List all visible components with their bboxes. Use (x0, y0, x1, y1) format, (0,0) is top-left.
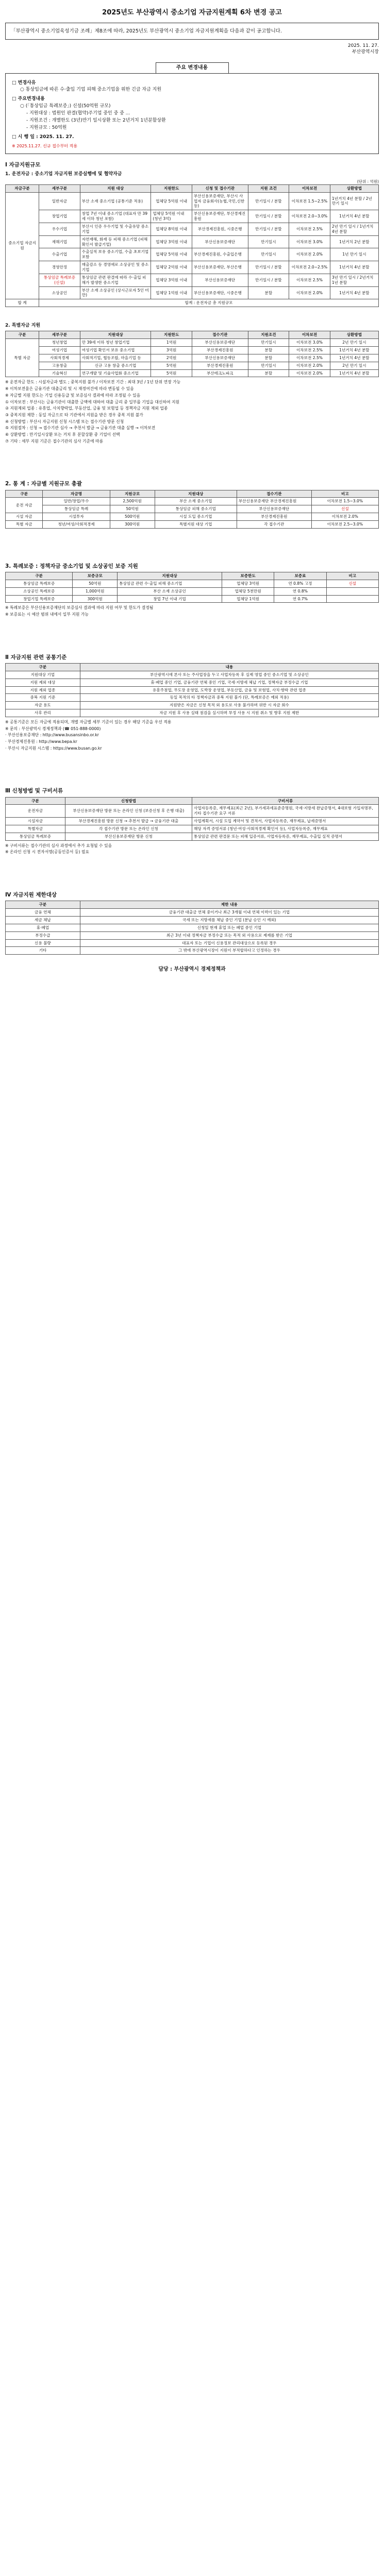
sum-label: 합 계 (6, 299, 39, 307)
table-cell: 부산경제진흥원 방문 신청 → 추천서 발급 → 금융기관 대출 (65, 818, 192, 825)
table-cell: 부산신용보증재단, 시중은행 (192, 286, 248, 299)
table-group-cell: 중소기업 자금지원 (6, 192, 39, 299)
table-row (6, 702, 379, 709)
common-criteria-table (5, 663, 379, 717)
table-cell: 사회적경제 (39, 354, 80, 362)
table-cell: 만기일시 (248, 339, 289, 347)
table-row (6, 286, 379, 299)
table-cell: 청년/여성/사회적경제 (43, 520, 110, 528)
table-cell: 1년거치 4년 분할 (330, 347, 378, 354)
table-cell: 경영안정 (39, 261, 80, 274)
table-header-cell: 자금명 (43, 490, 110, 498)
table-header-cell: 신청방법 (65, 797, 192, 805)
table-row (6, 679, 379, 686)
note-line: · 부산경제진흥원 : http://www.bepa.kr (5, 739, 77, 744)
table-cell: 업체당 5억원 이내 (151, 192, 192, 210)
table-row (6, 362, 379, 369)
table-cell: 부산광역시에 본사 또는 주사업장을 두고 사업자등록 후 실제 영업 중인 중소기업 및 소상공인 (80, 671, 378, 679)
table-cell: 여성기업 확인서 보유 중소기업 (80, 347, 151, 354)
table-cell: 이차보전 1.5~3.0% (311, 498, 378, 505)
table-cell: 일반자금 (39, 192, 80, 210)
table-header-cell: 상환방법 (330, 331, 378, 339)
table-cell: 수출기업 (39, 248, 80, 261)
table-cell: 부산신용보증재단 (237, 505, 311, 513)
table-cell: 분할 (248, 354, 289, 362)
section-1-notes (5, 379, 379, 444)
table-header-cell: 지원대상 (155, 490, 237, 498)
table-cell: 이차보전 2.0% (311, 513, 378, 521)
table-header-cell: 내용 (80, 663, 378, 671)
table-header-cell: 구비서류 (192, 797, 378, 805)
table-cell: 매출감소 등 경영애로 소상공인 및 중소기업 (80, 261, 151, 274)
intro-paragraph: 「부산광역시 중소기업육성기금 조례」제8조에 따라, 2025년도 부산광역시 중소기업 자금지원계획을 다음과 같이 공고합니다. (5, 23, 379, 40)
table-cell: 만기일시 (248, 248, 289, 261)
table-header-cell: 보증규모 (73, 572, 118, 580)
table-cell: 신청일 현재 휴업 또는 폐업 중인 기업 (80, 924, 378, 931)
table-cell: 통상임금 관련 판결에 따라 수·출입 피해가 발생한 중소기업 (80, 274, 151, 286)
table-row (6, 818, 379, 825)
table-cell: 2년 만기 일시 (330, 362, 378, 369)
table-cell: 부산 소재 중소기업 (공통기준 적용) (80, 192, 151, 210)
table-cell: 500억원 (110, 513, 155, 521)
table-cell: 1년거치 4년 분할 / 2년 만기 일시 (330, 192, 378, 210)
table-header-cell: 자금구분 (6, 184, 39, 192)
table-cell: 업체당 1억원 (222, 595, 274, 603)
table-row (6, 917, 379, 924)
table-cell: 이차보전 2.0% (289, 362, 330, 369)
section-4-title: Ⅱ 자금지원 관련 공통기준 (5, 654, 67, 660)
table-cell: 휴·폐업 (6, 924, 80, 931)
table-header-cell: 구분 (6, 797, 65, 805)
table-cell: 부산신용보증재단 방문 또는 온라인 신청 (보증신청 후 은행 대출) (65, 805, 192, 818)
note-line: ② 지원제외 업종 : 유흥업, 사치향락업, 부동산업, 금융 및 보험업 등 정책자금 지원 제외 업종 (5, 406, 168, 411)
table-cell: 만기일시 (248, 235, 289, 248)
table-row (6, 354, 379, 362)
table-cell: 업체당 3억원 (222, 580, 274, 587)
table-cell: 지원받은 자금은 신청 목적 외 용도로 사용 불가하며 위반 시 자금 회수 (80, 702, 378, 709)
application-table (5, 797, 379, 841)
table-cell: 창업 7년 이내 중소기업 (대표자 만 39세 이하 청년 포함) (80, 210, 151, 223)
table-cell: 1억원 (151, 339, 192, 347)
table-cell: 지원대상 기업 (6, 671, 80, 679)
document-page (5, 0, 379, 978)
table-cell: 50억원 (110, 505, 155, 513)
table-cell: 신규 고용 창출 중소기업 (80, 362, 151, 369)
table-header-cell: 지원 조건 (248, 184, 289, 192)
table-cell: 각 접수기관 방문 또는 온라인 신청 (65, 825, 192, 833)
table-header-cell: 보증료 (274, 572, 326, 580)
footer-contact: 담당 : 부산광역시 경제정책과 (158, 967, 226, 973)
table-cell: 이차보전 2.0~2.5% (289, 261, 330, 274)
summary-effective-date: □ 시 행 일 : 2025. 11. 27. (12, 134, 74, 140)
table-cell: 부산경제진흥원 (192, 347, 248, 354)
table-row (6, 931, 379, 939)
table-cell: 1년거치 4년 분할 (330, 261, 378, 274)
table-cell: 부산경제진흥원 (192, 362, 248, 369)
table-row (6, 909, 379, 917)
table-cell: 분할 (248, 369, 289, 377)
summary-changes-heading: □ 주요변경내용 (12, 96, 45, 102)
table-cell: 기타 (6, 947, 80, 955)
table-cell: 고용창출 (39, 362, 80, 369)
table-cell: 통상임금 피해 중소기업 (155, 505, 237, 513)
table-cell: 2,500억원 (110, 498, 155, 505)
table-cell: 여성기업 (39, 347, 80, 354)
table-cell: 300억원 (110, 520, 155, 528)
table-row (6, 248, 379, 261)
table-header-cell: 지원한도 (151, 184, 192, 192)
table-row (6, 223, 379, 236)
table-cell: 5억원 (151, 362, 192, 369)
table-header-cell: 이차보전 (289, 331, 330, 339)
table-cell: 업체당 1억원 이내 (151, 286, 192, 299)
table-cell: 만기일시 / 분할 (248, 210, 289, 223)
section-2-title: 2. 통 계 : 자금별 지원규모 총괄 (5, 481, 82, 487)
table-cell: 재해기업 (39, 235, 80, 248)
table-cell: 지원 제외 업종 (6, 686, 80, 694)
section-6-title: Ⅳ 자금지원 제한대상 (5, 892, 57, 899)
table-cell: 1년거치 4년 분할 (330, 286, 378, 299)
table-header-cell: 접수기관 (237, 490, 311, 498)
table-cell: 대표자 또는 기업이 신용정보 관리대상으로 등록된 경우 (80, 939, 378, 947)
table-cell: 사후 관리 (6, 709, 80, 717)
summary-change-line: - 지원조건 : 개별한도 (3년)만기 일시상환 또는 2년거치 1년분할상환 (26, 118, 166, 124)
table-row (6, 369, 379, 377)
note-line: ※ 온라인 신청 시 전자서명(공동인증서 등) 필요 (5, 850, 90, 855)
table-cell: 수출실적 보유 중소기업, 수출 초보기업 포함 (80, 248, 151, 261)
table-cell: 만기일시 / 분할 (248, 274, 289, 286)
table-cell: 금융 연체 (6, 909, 80, 917)
table-cell: 통상임금 관련 수·출입 피해 중소기업 (118, 580, 222, 587)
table-cell: 1년거치 4년 분할 (330, 210, 378, 223)
table-row (6, 347, 379, 354)
table-row (6, 924, 379, 931)
table-cell: 국세 또는 지방세를 체납 중인 기업 (분납 승인 시 예외) (80, 917, 378, 924)
table-header-cell: 지원대상 (118, 572, 222, 580)
table-cell: 통상임금 특례보증 (6, 833, 65, 840)
table-cell: 부산경제진흥원 (237, 513, 311, 521)
table-cell: 동일 목적의 타 정책자금과 중복 지원 불가 (단, 특례보증은 예외 적용) (80, 694, 378, 702)
table-group-cell: 특별 자금 (6, 520, 43, 528)
table-cell: 1년 만기 일시 (330, 248, 378, 261)
table-cell: 이차보전 2.5~3.0% (311, 520, 378, 528)
table-cell: 2억원 (151, 354, 192, 362)
table-cell (326, 587, 378, 595)
table-cell: 50억원 (73, 580, 118, 587)
table-cell: 연 0.8% (274, 587, 326, 595)
table-row (6, 513, 379, 521)
table-cell: 이차보전 2.0% (289, 369, 330, 377)
table-cell: 이차보전 2.5% (289, 223, 330, 236)
note-line: ④ 신청방법 : 부산시 자금지원 신청 시스템 또는 접수기관 방문 신청 (5, 419, 124, 424)
summary-change-line: - 지원규모 : 50억원 (26, 125, 67, 131)
table-cell: 이차보전 3.0% (289, 339, 330, 347)
table-row (6, 505, 379, 513)
table-row (6, 947, 379, 955)
table-cell: 업체당 8억원 이내 (151, 223, 192, 236)
note-line: ③ 중복지원 제한 : 동일 자금으로 타 기관에서 지원을 받은 경우 중복 지원 불가 (5, 412, 143, 417)
table-cell: 만기일시 / 분할 (248, 192, 289, 210)
table-cell: 3억원 (151, 347, 192, 354)
table-cell: 부산신용보증재단 (192, 339, 248, 347)
table-group-cell: 운전 자금 (6, 498, 43, 513)
table-cell: 1년거치 4년 분할 (330, 354, 378, 362)
table-cell: 이차보전 1.5~2.5% (289, 192, 330, 210)
table-cell: 부산 소재 소상공인 (상시근로자 5인 미만) (80, 286, 151, 299)
table-cell: 만 39세 이하 청년 창업기업 (80, 339, 151, 347)
table-group-cell: 시설 자금 (6, 513, 43, 521)
table-cell: 2년 만기 일시 (330, 339, 378, 347)
table-cell: 부산테크노파크 (192, 369, 248, 377)
note-line: ※ 보증료는 시 예산 범위 내에서 일부 지원 가능 (5, 612, 89, 617)
table-cell: 운전자금 (6, 805, 65, 818)
table-cell: 1년거치 2년 분할 (330, 235, 378, 248)
table-row (6, 587, 379, 595)
table-cell: 만기일시 / 분할 (248, 223, 289, 236)
table-cell: 소상공인 특례보증 (6, 587, 73, 595)
table-row (6, 595, 379, 603)
table-row (6, 805, 379, 818)
table-header-cell: 세부구분 (39, 184, 80, 192)
table-cell: 신설 (326, 580, 378, 587)
table-header-cell: 세부구분 (39, 331, 80, 339)
note-line: ⑥ 상환방법 : 만기일시상환 또는 거치 후 분할상환 중 기업이 선택 (5, 432, 120, 437)
table-header-cell: 지원대상 (80, 331, 151, 339)
table-cell: 이차보전 2.5% (289, 274, 330, 286)
note-line: ⑦ 기타 : 세부 지원 기준은 접수기관의 심사 기준에 따름 (5, 438, 104, 444)
table-cell: 부산경제진흥원, 시중은행 (192, 223, 248, 236)
note-line: ※ 공통기준은 모든 자금에 적용되며, 개별 자금별 세부 기준이 있는 경우 해당 기준을 우선 적용 (5, 719, 172, 724)
table-row (6, 192, 379, 210)
section-5-notes (5, 843, 379, 855)
note-line: ※ 자금별 지원 한도는 기업 신용등급 및 보증심사 결과에 따라 조정될 수 있음 (5, 393, 141, 398)
table-cell: 창업 7년 이내 기업 (118, 595, 222, 603)
note-line: ※ 구비서류는 접수기관의 심사 과정에서 추가 요청될 수 있음 (5, 843, 112, 848)
table-cell: 특별지원 대상 기업 (155, 520, 237, 528)
table-cell: 기술혁신 (39, 369, 80, 377)
table-cell: 300억원 (73, 595, 118, 603)
table-row (6, 686, 379, 694)
table-cell: 사업계획서, 시설 도입 계약서 및 견적서, 사업자등록증, 재무제표, 납세증명서 (192, 818, 378, 825)
special-fund-table (5, 331, 379, 377)
table-cell: 연 0.7% (274, 595, 326, 603)
table-cell: 통상임금 관련 판결문 또는 피해 입증서류, 사업자등록증, 재무제표, 수출입 실적 증명서 (192, 833, 378, 840)
note-line: ※ 문의 : 부산광역시 경제정책과 (☎ 051-888-0000) (5, 726, 101, 731)
table-header-cell: 구분 (6, 490, 43, 498)
table-cell: 이차보전 2.0~3.0% (289, 210, 330, 223)
table-cell: 각 접수기관 (237, 520, 311, 528)
table-cell: 업체당 2억원 이내 (151, 261, 192, 274)
table-header-cell: 비고 (326, 572, 378, 580)
table-header-cell: 구분 (6, 572, 73, 580)
table-cell: 분할 (248, 286, 289, 299)
table-group-cell: 특별 자금 (6, 339, 39, 377)
table-cell: 이차보전 2.5% (289, 347, 330, 354)
section-1b-title: 2. 특별자금 지원 (5, 323, 41, 329)
summary-note: ※ 2025.11.27. 신규 접수부터 적용 (12, 144, 78, 149)
table-cell: 사회적기업, 협동조합, 마을기업 등 (80, 354, 151, 362)
sum-value: 합계 : 운전자금 총 지원규모 (39, 299, 379, 307)
table-header-cell: 구분 (6, 331, 39, 339)
note-line: · 부산신용보증재단 : http://www.busansinbo.or.kr (5, 733, 99, 738)
table-header-cell: 지원규모 (110, 490, 155, 498)
table-cell: 해당 자격 증빙서류 (청년·여성·사회적경제 확인서 등), 사업자등록증, 재무제표 (192, 825, 378, 833)
table-cell: 1,000억원 (73, 587, 118, 595)
summary-change-line: ○ (「통상임금 특례보증」) 신설(50억원 규모) (20, 104, 111, 109)
table-cell: 5억원 (151, 369, 192, 377)
table-row (6, 825, 379, 833)
table-cell: 만기일시 (248, 362, 289, 369)
table-header-cell: 접수기관 (192, 331, 248, 339)
table-cell: 3년 만기 일시 / 2년거치 1년 분할 (330, 274, 378, 286)
restriction-table (5, 901, 379, 955)
table-cell: 신용 불량 (6, 939, 80, 947)
table-row (6, 833, 379, 840)
section-5-title: Ⅲ 신청방법 및 구비서류 (5, 788, 63, 794)
table-cell: 부산신용보증재단 (192, 354, 248, 362)
table-cell: 업체당 3억원 이내 (151, 235, 192, 248)
table-cell: 시설 도입 중소기업 (155, 513, 237, 521)
table-cell: 유흥주점업, 무도장 운영업, 도박장 운영업, 부동산업, 금융 및 보험업, 사치·향락 관련 업종 (80, 686, 378, 694)
table-cell: 시설자금 (6, 818, 65, 825)
table-header-cell: 제한 내용 (80, 901, 378, 909)
table-cell: 분할 (248, 347, 289, 354)
operating-fund-table (5, 184, 379, 307)
table-cell: 업체당 5억원 이내 (151, 248, 192, 261)
table-cell: 부산신용보증재단, 부산경제진흥원 (192, 210, 248, 223)
note-line: ※ 운전자금 한도 : 시설자금과 별도 ; 중복지원 불가 / 이차보전 기간 : 최대 3년 / 1년 단위 연장 가능 (5, 380, 181, 385)
table-cell: 이차보전 3.0% (289, 235, 330, 248)
table-cell: 1년거치 4년 분할 (330, 369, 378, 377)
table-header-cell: 이차보전 (289, 184, 330, 192)
table-cell: 부산시 인증 우수기업 및 수출유망 중소기업 (80, 223, 151, 236)
special-guarantee-table (5, 572, 379, 603)
table-cell: 2년 만기 일시 / 1년거치 4년 분할 (330, 223, 378, 236)
section-3-notes (5, 605, 379, 617)
announcing-organization: 부산광역시장 (352, 49, 379, 55)
note-line: ※ 특례보증은 부산신용보증재단의 보증심사 결과에 따라 지원 여부 및 한도가 결정됨 (5, 605, 154, 611)
table-header-cell: 구분 (6, 663, 80, 671)
table-row (6, 580, 379, 587)
section-1-title: Ⅰ 자금지원규모 (5, 162, 41, 168)
table-cell: 이차보전 2.0% (289, 286, 330, 299)
table-row (6, 671, 379, 679)
table-cell: 부산신용보증재단 방문 신청 (65, 833, 192, 840)
table-header-cell: 보증한도 (222, 572, 274, 580)
table-cell: 업체당 3억원 이내 (151, 274, 192, 286)
table-cell: 소상공인 (39, 286, 80, 299)
table-cell: 금융기관 대출금 연체 중이거나 최근 3개월 이내 연체 이력이 있는 기업 (80, 909, 378, 917)
table-cell: 일반/창업/우수 (43, 498, 110, 505)
table-cell: 통상임금 특례보증 (6, 580, 73, 587)
table-header-cell: 신청 및 접수기관 (192, 184, 248, 192)
note-line: ※ 이차보전율은 금융기관 대출금리 및 시 재정여건에 따라 변동될 수 있음 (5, 386, 134, 392)
section-3-title: 3. 특례보증 : 정책자금 중소기업 및 소상공인 보증 지원 (5, 563, 138, 569)
table-cell: 시설투자 (43, 513, 110, 521)
table-cell: 창업기업 (39, 210, 80, 223)
summary-reason-heading: □ 변경사유 (12, 80, 36, 86)
announcement-date: 2025. 11. 27. (347, 43, 379, 48)
table-cell: 부산신용보증재단, 부산시 사업자 금융회사(농협,국민,신한 등) (192, 192, 248, 210)
table-cell: 창업기업 특례보증 (6, 595, 73, 603)
table-row (6, 274, 379, 286)
table-cell: 자금 용도 (6, 702, 80, 709)
table-cell: 우수기업 (39, 223, 80, 236)
table-cell: 만기일시 / 분할 (248, 261, 289, 274)
table-cell: 특별자금 (6, 825, 65, 833)
table-cell: 세금 체납 (6, 917, 80, 924)
table-cell: 부산 소재 소상공인 (118, 587, 222, 595)
table-row (6, 339, 379, 347)
table-cell: 신설 (311, 505, 378, 513)
table-cell: 부산신용보증재단 (192, 274, 248, 286)
table-cell: 중복 지원 기준 (6, 694, 80, 702)
table-row (6, 498, 379, 505)
table-cell: 이차보전 2.5% (289, 354, 330, 362)
table-header-cell: 상환방법 (330, 184, 378, 192)
table-cell: 부산신용보증재단 (192, 235, 248, 248)
table-header-cell: 지원한도 (151, 331, 192, 339)
note-line: · 부산시 자금지원 시스템 : https://www.busan.go.kr (5, 745, 102, 751)
table-cell: 자연재해, 화재 등 피해 중소기업 (피해확인서 발급기업) (80, 235, 151, 248)
table-cell: 업체당 5천만원 (222, 587, 274, 595)
table-cell: 연 0.8% 고정 (274, 580, 326, 587)
table-cell: 부산 소재 중소기업 (155, 498, 237, 505)
table-row (6, 709, 379, 717)
table-cell: 통상임금 특례 (43, 505, 110, 513)
table-row (6, 939, 379, 947)
table-cell: 부산신용보증재단, 부산은행 (192, 261, 248, 274)
table-header-cell: 비고 (311, 490, 378, 498)
document-title: 2025년도 부산광역시 중소기업 자금지원계획 6차 변경 공고 (102, 9, 282, 16)
summary-change-line: - 지원대상 : 법원인 판결(협약)주기업 중인 중 중 ... (26, 111, 130, 116)
table-cell: 그 밖에 부산광역시장이 지원이 부적합하다고 인정하는 경우 (80, 947, 378, 955)
table-cell: 최근 3년 이내 정책자금 부정수급 또는 목적 외 사용으로 제재를 받은 기업 (80, 931, 378, 939)
table-cell: 연구개발 및 기술사업화 중소기업 (80, 369, 151, 377)
table-cell: 이차보전 2.0% (289, 248, 330, 261)
summary-box (5, 73, 379, 155)
table-cell: 휴·폐업 중인 기업, 금융기관 연체 중인 기업, 국세·지방세 체납 기업, 정책자금 부정수급 기업 (80, 679, 378, 686)
section-1-subtitle: 1. 운전자금 : 중소기업 자금지원 보증실행에 및 협약자금 (5, 171, 122, 177)
summary-title: 주요 변경내용 (156, 62, 229, 74)
note-line: ① 이차보전 : 부산시는 금융기관이 대출한 금액에 대하여 대출 금리 중 일부를 기업을 대신하여 지원 (5, 399, 180, 404)
table-cell: 부정수급 (6, 931, 80, 939)
table-cell: 사업자등록증, 재무제표(최근 2년), 부가세과세표준증명원, 국세·지방세 완납증명서, 4대보험 가입자명부, 기타 접수기관 요구 서류 (192, 805, 378, 818)
note-line: ⑤ 지원절차 : 신청 → 접수기관 심사 → 추천서 발급 → 금융기관 대출 실행 → 이차보전 (5, 426, 156, 431)
table-header-cell: 지원 대상 (80, 184, 151, 192)
table-cell: 부산경제진흥원, 수출입은행 (192, 248, 248, 261)
table-cell: 자금 지원 후 사용 실태 점검을 실시하며 부정 사용 시 지원 취소 및 향후 지원 제한 (80, 709, 378, 717)
table-row (6, 261, 379, 274)
table-cell: 업체당 5억원 이내 (청년 3억) (151, 210, 192, 223)
table-cell: 부산신용보증재단 부산경제진흥원 (237, 498, 311, 505)
table-row (6, 235, 379, 248)
section-4-notes (5, 719, 379, 751)
table-row (6, 210, 379, 223)
table-cell (326, 595, 378, 603)
table-cell: 청년창업 (39, 339, 80, 347)
fund-summary-table (5, 490, 379, 529)
table-header-cell: 구분 (6, 901, 80, 909)
table-cell: 지원 제외 대상 (6, 679, 80, 686)
summary-reason-text: ○ 통상임금에 따른 수·출입 기업 피해 중소기업을 위한 긴급 자금 지원 (20, 87, 162, 93)
unit-label: (단위 : 억원) (357, 179, 379, 184)
table-cell: 통상임금 특례보증 (신설) (39, 274, 80, 286)
table-row (6, 694, 379, 702)
table-header-cell: 지원조건 (248, 331, 289, 339)
table-row (6, 520, 379, 528)
